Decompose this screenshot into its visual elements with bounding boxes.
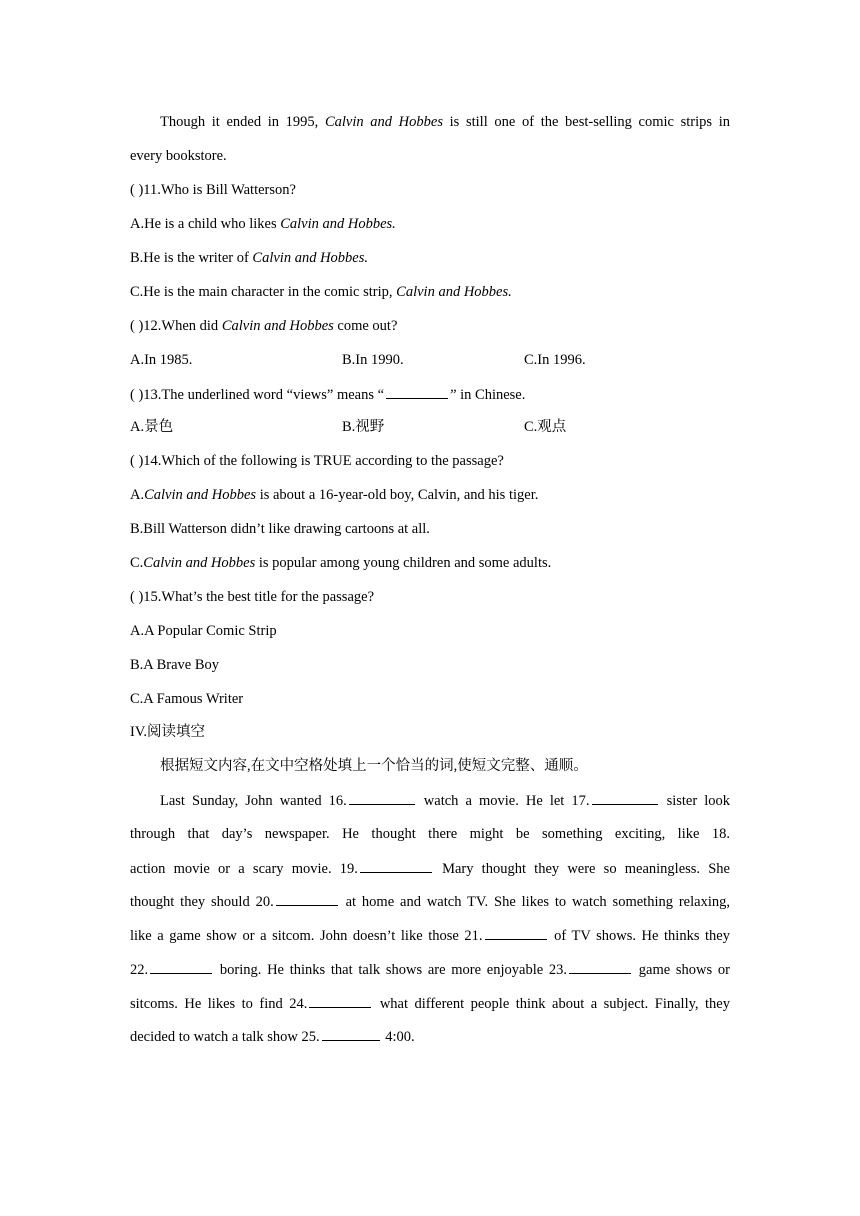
cloze-line: 22. boring. He thinks that talk shows are more enjoyable 23. game shows or xyxy=(130,959,730,979)
answer-blank-22 xyxy=(150,959,212,974)
cloze-line: through that day’s newspaper. He thought there might be something exciting, like 18. xyxy=(130,826,730,842)
section-heading: IV.阅读填空 xyxy=(130,724,206,740)
cloze-line: like a game show or a sitcom. John doesn’t like those 21. of TV shows. He thinks they xyxy=(130,925,730,945)
question-13-option-a: A.景色 xyxy=(130,419,174,435)
question-15-option-a: A.A Popular Comic Strip xyxy=(130,623,277,639)
question-12-option-a: A.In 1985. xyxy=(130,352,193,368)
question-13-option-c: C.观点 xyxy=(524,419,567,435)
answer-blank xyxy=(386,384,448,399)
cloze-line: decided to watch a talk show 25. 4:00. xyxy=(130,1026,730,1047)
cloze-line: Last Sunday, John wanted 16. watch a movie. He let 17. sister look xyxy=(160,790,730,810)
cloze-line: sitcoms. He likes to find 24. what different people think about a subject. Finally, they xyxy=(130,993,730,1013)
question-13-stem: ( )13.The underlined word “views” means “ ” in Chinese. xyxy=(130,384,730,405)
question-14-option-a: A.Calvin and Hobbes is about a 16-year-old boy, Calvin, and his tiger. xyxy=(130,487,539,503)
question-14-stem: ( )14.Which of the following is TRUE according to the passage? xyxy=(130,453,504,469)
passage-line: every bookstore. xyxy=(130,148,227,164)
question-11-stem: ( )11.Who is Bill Watterson? xyxy=(130,182,296,198)
question-11-option-c: C.He is the main character in the comic strip, Calvin and Hobbes. xyxy=(130,284,512,300)
cloze-line: thought they should 20. at home and watch TV. She likes to watch something relaxing, xyxy=(130,891,730,911)
answer-blank-24 xyxy=(309,993,371,1008)
question-12-option-c: C.In 1996. xyxy=(524,352,586,368)
question-15-stem: ( )15.What’s the best title for the passage? xyxy=(130,589,375,605)
answer-blank-23 xyxy=(569,959,631,974)
question-11-option-b: B.He is the writer of Calvin and Hobbes. xyxy=(130,250,369,266)
answer-blank-16 xyxy=(349,790,415,805)
answer-blank-25 xyxy=(322,1026,380,1041)
question-15-option-c: C.A Famous Writer xyxy=(130,691,244,707)
answer-blank-21 xyxy=(485,925,547,940)
answer-blank-17 xyxy=(592,790,658,805)
cloze-line: action movie or a scary movie. 19. Mary thought they were so meaningless. She xyxy=(130,858,730,878)
answer-blank-19 xyxy=(360,858,432,873)
question-13-option-b: B.视野 xyxy=(342,419,385,435)
question-14-option-b: B.Bill Watterson didn’t like drawing cartoons at all. xyxy=(130,521,430,537)
question-14-option-c: C.Calvin and Hobbes is popular among young children and some adults. xyxy=(130,555,552,571)
question-12-option-b: B.In 1990. xyxy=(342,352,404,368)
section-instruction: 根据短文内容,在文中空格处填上一个恰当的词,使短文完整、通顺。 xyxy=(160,758,588,774)
answer-blank-20 xyxy=(276,891,338,906)
passage-line: Though it ended in 1995, Calvin and Hobbes is still one of the best-selling comic strips in xyxy=(160,114,730,130)
question-12-stem: ( )12.When did Calvin and Hobbes come out? xyxy=(130,318,398,334)
question-15-option-b: B.A Brave Boy xyxy=(130,657,220,673)
question-11-option-a: A.He is a child who likes Calvin and Hobbes. xyxy=(130,216,396,232)
